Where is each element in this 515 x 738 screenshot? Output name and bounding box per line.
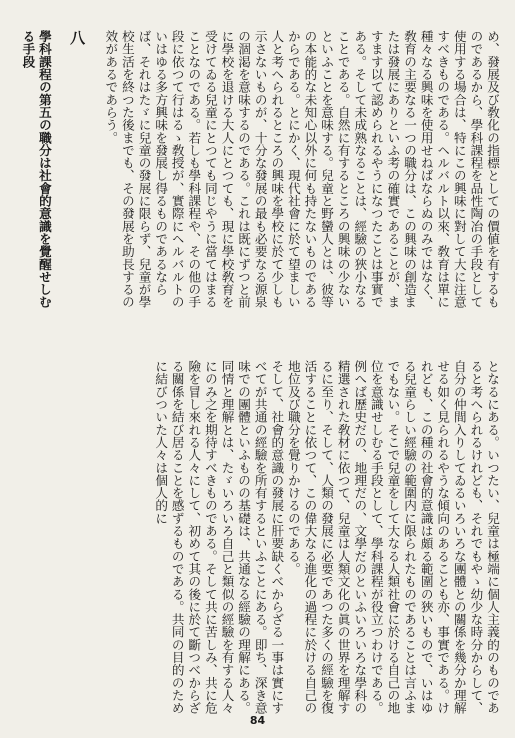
section-number: 八	[68, 30, 87, 46]
lower-text-block	[54, 360, 500, 718]
upper-text-block	[20, 30, 500, 312]
paragraph-1: となるにある。いつたい、兒童は極端に個人主義的のものであると考へられるけれども、それでもやゝ幼少な時分からして、自分の仲間入りしてゐるいろいろな團體との關係を幾分か理解せる如く見られるやうな傾向のあることも亦、事實である。けれども、この種の社會的意識は頗る範圍の狹いもので、いはゆる兒童らしい經驗の範圍内に限られたものであることは言ふまでもない。そこで兒童をして大なる人類社會に於ける自己の地位を意識せしむる手段として、學科課程が役立つわけである。例へば歷史だの、地理だの、文學だのといふいろいろな學科の精選された敎材に依つて、兒童は人類文化の眞の世界を理解するに至り、そして、人類の發展に必要であつた多くの經驗を復活することに依つて、この偉大なる進化の過程に於ける自己の地位及び職分を覺りかけるのである。	[285, 360, 500, 715]
page-number: 84	[249, 714, 266, 727]
continuation-paragraph: め、發展及び敎化の指標としての價値を有するものであるから、學科課程を品性陶冶の手段として使用する場合は、特にこの興味に對して大に注意すべきものである。ヘルバルト以來、敎育は單に種々なる興味を使用せねばならぬのみではなく、敎育の主要なる一つの職分は、この興味の創造または發展にありといふ考の確實であることが、ますます以て認められるやうになつたことは事實である。そして未成熟なることは、經驗の狹小なることである。自然に有するところの興味の少ないといふことを意味する。兒童と野蠻人とは、彼等の本能的な未知心以外に何も持たないものであるからである。とにかく、現代社會に於て望ましい人と考へられるところの興味を學校に於て少しも示さないものが、十分な發展の最も必要なる源泉の涸渇を意味するのである。これは既にずつと前に學校を退ける大人にとつても、現に學校敎育を受けてゐる兒童にとつても同じやうに當てはまることなのである。若しも學科課程や、その他の手段に依つて行はるゝ敎授が、實際にヘルバルトのいはゆる多方興味を發展し得るものであるならば、それはたゞに兒童の發展に限らず、兒童が學校生活を終つた後までも、その發展を助長するの效があるであらう。	[103, 30, 500, 309]
section-heading: 學科課程の第五の職分は社會的意識を覺醒せしむる手段	[20, 30, 52, 309]
paragraph-2: そして、社會的意識の發展に肝要缺くべからざる一事は實にすべてが共通の經驗を所有するといふことにある。即ち、深き意味での團體といふものの基礎は、共通なる經驗の理解にある。同情と理解とは、たゞいろいろ自己と類似の經驗を有する人々にのみ之を期待すべきものである。そして共に苦しみ、共に危險を冒し來れる人々にして、初めて其の後に於て斷つべからざる關係を結び居ることを感ずるものである。共同の目的のために結びついた人々は個人的に	[153, 360, 285, 715]
